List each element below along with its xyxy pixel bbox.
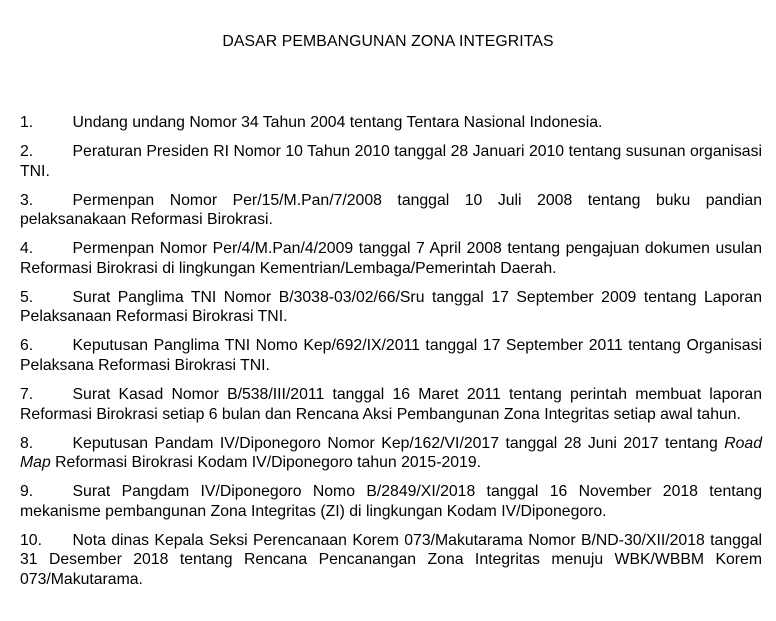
item-text: Surat Pangdam IV/Diponegoro Nomo B/2849/XI/2018 tanggal 16 November 2018 tentang mekanisme pembangunan Zona Integritas (ZI) di lingkungan Kodam IV/Diponegoro. (20, 483, 762, 520)
item-number: 9. (20, 483, 34, 501)
item-text: Undang undang Nomor 34 Tahun 2004 tentang Tentara Nasional Indonesia. (72, 114, 603, 131)
item-text-italic: Road Map (20, 434, 762, 472)
list-item-5 (20, 288, 762, 327)
item-number: 2. (20, 143, 34, 161)
item-text: Peraturan Presiden RI Nomor 10 Tahun 2010 tanggal 28 Januari 2010 tentang susunan organisasi TNI. (20, 143, 762, 180)
item-number: 3. (20, 191, 34, 209)
item-number: 6. (20, 337, 34, 355)
item-text: Permenpan Nomor Per/4/M.Pan/4/2009 tanggal 7 April 2008 tentang pengajuan dokumen usulan Reformasi Birokrasi di lingkungan Kementrian/Lembaga/Pemerintah Daerah. (20, 240, 762, 277)
list-item-3 (20, 191, 762, 230)
legal-basis-list (20, 113, 762, 599)
item-number: 1. (20, 114, 34, 131)
document-title: DASAR PEMBANGUNAN ZONA INTEGRITAS (222, 33, 554, 50)
list-item-1 (20, 113, 762, 133)
item-text: Keputusan Panglima TNI Nomo Kep/692/IX/2011 tanggal 17 September 2011 tentang Organisasi Pelaksana Reformasi Birokrasi TNI. (20, 337, 762, 374)
item-number: 4. (20, 240, 34, 258)
list-item-4 (20, 239, 762, 278)
item-text: Permenpan Nomor Per/15/M.Pan/7/2008 tanggal 10 Juli 2008 tentang buku pandian pelaksanakaan Reformasi Birokrasi. (20, 191, 762, 229)
list-item-6 (20, 336, 762, 375)
item-number: 7. (20, 386, 34, 404)
list-item-7 (20, 385, 762, 424)
item-text-before: Keputusan Pandam IV/Diponegoro Nomor Kep/162/VI/2017 tanggal 28 Juni 2017 tentang (72, 434, 725, 452)
item-number: 8. (20, 434, 34, 452)
list-item-10 (20, 531, 762, 590)
item-text: Surat Kasad Nomor B/538/III/2011 tanggal 16 Maret 2011 tentang perintah membuat laporan Reformasi Birokrasi setiap 6 bulan dan Rencana Aksi Pembangunan Zona Integritas setiap awal tahun. (20, 386, 762, 423)
item-number: 5. (20, 288, 34, 306)
item-number: 10. (20, 531, 42, 549)
item-text-after: Reformasi Birokrasi Kodam IV/Diponegoro tahun 2015-2019. (50, 454, 481, 472)
item-text: Nota dinas Kepala Seksi Perencanaan Korem 073/Makutarama Nomor B/ND-30/XII/2018 tanggal 31 Desember 2018 tentang Rencana Pencanangan Zona Integritas menuju WBK/WBBM Korem 073/Makutarama. (20, 531, 762, 588)
item-text: Surat Panglima TNI Nomor B/3038-03/02/66/Sru tanggal 17 September 2009 tentang Laporan Pelaksanaan Reformasi Birokrasi TNI. (20, 288, 762, 326)
list-item-2 (20, 142, 762, 181)
list-item-8 (20, 434, 762, 473)
list-item-9 (20, 482, 762, 521)
